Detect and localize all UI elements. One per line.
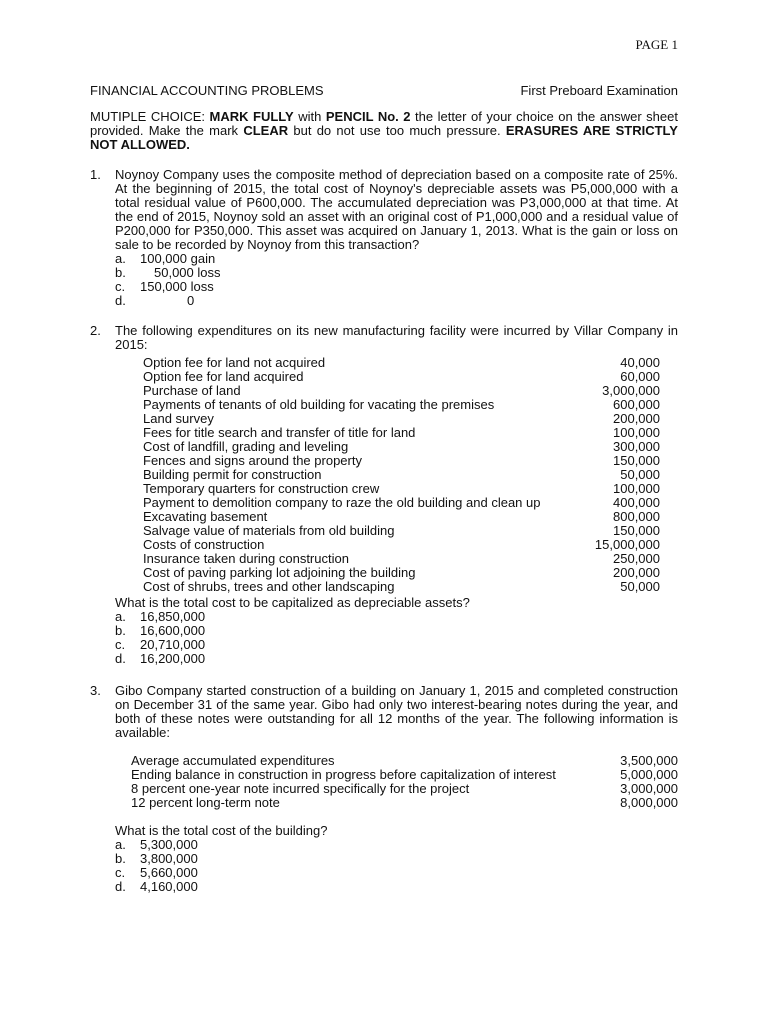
expenditure-amount: 150,000 [613, 523, 660, 538]
choice [115, 638, 678, 652]
exam-content [90, 84, 678, 894]
choice [115, 252, 678, 266]
expenditure-label: Salvage value of materials from old building [143, 523, 395, 538]
expenditure-row [143, 566, 660, 580]
choice-letter: c. [115, 865, 126, 880]
choice-value: 16,850,000 [140, 609, 206, 624]
info-label: 8 percent one-year note incurred specifically for the project [131, 781, 470, 796]
expenditure-row [143, 538, 660, 552]
exam-subject: FINANCIAL ACCOUNTING PROBLEMS [90, 83, 324, 98]
info-amount: 5,000,000 [620, 767, 678, 782]
choice-letter: d. [115, 879, 126, 894]
instr-text-2: with [293, 109, 326, 124]
choice-value: 16,200,000 [140, 651, 206, 666]
choice-value: 50,000 loss [154, 265, 221, 280]
question-text: Noynoy Company uses the composite method of depreciation based on a composite rate of 25%. At the beginning of 2015, the total cost of Noynoy's depreciable assets was P5,000,000 with a total residual value of P600,000. The accumulated depreciation was P3,000,000 at that time. At the end of 2015, Noynoy sold an asset with an original cost of P1,000,000 and a residual value of P200,000 for P350,000. This asset was acquired on January 1, 2013. What is the gain or loss on sale to be recorded by Noynoy from this transaction? [115, 167, 678, 252]
choice-value: 20,710,000 [140, 637, 206, 652]
choice-value: 5,300,000 [140, 837, 198, 852]
expenditure-amount: 100,000 [613, 481, 660, 496]
expenditure-amount: 400,000 [613, 495, 660, 510]
expenditure-label: Cost of landfill, grading and leveling [143, 439, 349, 454]
expenditure-row [143, 384, 660, 398]
info-row [131, 796, 678, 810]
expenditure-label: Insurance taken during construction [143, 551, 349, 566]
question-2 [90, 324, 678, 666]
info-list [131, 754, 678, 810]
choice-value: 16,600,000 [140, 623, 206, 638]
instr-bold-3: CLEAR [243, 123, 289, 138]
expenditure-row [143, 454, 660, 468]
question-3 [90, 684, 678, 894]
instr-bold-2: PENCIL No. 2 [325, 109, 411, 124]
choice [115, 652, 678, 666]
expenditure-row [143, 482, 660, 496]
choice-value: 100,000 gain [140, 251, 216, 266]
choice [115, 880, 678, 894]
expenditure-row [143, 496, 660, 510]
expenditure-label: Temporary quarters for construction crew [143, 481, 380, 496]
expenditure-amount: 250,000 [613, 551, 660, 566]
expenditure-amount: 60,000 [620, 369, 660, 384]
info-amount: 8,000,000 [620, 795, 678, 810]
expenditure-amount: 50,000 [620, 467, 660, 482]
choice-letter: d. [115, 651, 126, 666]
question-prompt: What is the total cost of the building? [115, 823, 328, 838]
choice [115, 838, 678, 852]
expenditure-amount: 15,000,000 [594, 537, 660, 552]
expenditure-label: Option fee for land acquired [143, 369, 304, 384]
choice-letter: c. [115, 279, 126, 294]
expenditure-amount: 100,000 [613, 425, 660, 440]
expenditure-amount: 300,000 [613, 439, 660, 454]
choice-letter: c. [115, 637, 126, 652]
expenditure-label: Fences and signs around the property [143, 453, 362, 468]
expenditure-row [143, 524, 660, 538]
expenditure-row [143, 468, 660, 482]
choice-letter: d. [115, 293, 126, 308]
expenditure-label: Cost of paving parking lot adjoining the building [143, 565, 416, 580]
instructions [90, 110, 678, 152]
choice [115, 610, 678, 624]
expenditure-row [143, 356, 660, 370]
choice-value: 5,660,000 [140, 865, 198, 880]
instr-bold-1: MARK FULLY [209, 109, 294, 124]
choice-value: 150,000 loss [140, 279, 214, 294]
expenditure-label: Excavating basement [143, 509, 268, 524]
choice-letter: b. [115, 851, 126, 866]
expenditure-row [143, 370, 660, 384]
question-number: 2. [90, 323, 101, 338]
question-number: 1. [90, 167, 101, 182]
expenditure-label: Payment to demolition company to raze the old building and clean up [143, 495, 541, 510]
choice-letter: a. [115, 251, 126, 266]
expenditure-label: Cost of shrubs, trees and other landscaping [143, 579, 395, 594]
question-text: The following expenditures on its new manufacturing facility were incurred by Villar Company in 2015: [115, 323, 678, 352]
choice-letter: b. [115, 623, 126, 638]
instr-text-4: but do not use too much pressure. [288, 123, 506, 138]
question-number: 3. [90, 683, 101, 698]
choice-letter: b. [115, 265, 126, 280]
expenditure-amount: 200,000 [613, 411, 660, 426]
instr-bold-4: ERASURES ARE STRICTLY NOT ALLOWED. [90, 123, 678, 152]
info-amount: 3,500,000 [620, 753, 678, 768]
choice [115, 280, 678, 294]
choice-letter: a. [115, 837, 126, 852]
info-label: Ending balance in construction in progress before capitalization of interest [131, 767, 556, 782]
expenditure-row [143, 412, 660, 426]
choice-letter: a. [115, 609, 126, 624]
exam-header [90, 84, 678, 98]
expenditure-label: Costs of construction [143, 537, 265, 552]
instr-text-3: the letter of your choice on the answer sheet provided. Make the mark [90, 109, 678, 138]
info-amount: 3,000,000 [620, 781, 678, 796]
choice [115, 866, 678, 880]
info-row [131, 754, 678, 768]
choice [115, 294, 678, 308]
expenditure-row [143, 580, 660, 594]
instr-text-1: MUTIPLE CHOICE: [90, 109, 210, 124]
expenditure-label: Land survey [143, 411, 214, 426]
info-row [131, 782, 678, 796]
expenditure-label: Purchase of land [143, 383, 241, 398]
expenditure-amount: 50,000 [620, 579, 660, 594]
expenditure-amount: 200,000 [613, 565, 660, 580]
expenditure-label: Fees for title search and transfer of title for land [143, 425, 416, 440]
exam-title: First Preboard Examination [520, 83, 678, 98]
expenditure-row [143, 510, 660, 524]
choice [115, 266, 678, 280]
expenditure-amount: 800,000 [613, 509, 660, 524]
expenditure-amount: 150,000 [613, 453, 660, 468]
info-label: 12 percent long-term note [131, 795, 280, 810]
expenditure-label: Option fee for land not acquired [143, 355, 326, 370]
question-prompt: What is the total cost to be capitalized as depreciable assets? [115, 595, 470, 610]
choice-value: 4,160,000 [140, 879, 198, 894]
expenditure-row [143, 440, 660, 454]
page-number: PAGE 1 [635, 37, 678, 52]
expenditure-amount: 40,000 [620, 355, 660, 370]
choice-value: 0 [187, 293, 195, 308]
expenditure-row [143, 398, 660, 412]
expenditure-amount: 3,000,000 [602, 383, 660, 398]
choice-value: 3,800,000 [140, 851, 198, 866]
choice [115, 624, 678, 638]
expenditure-label: Building permit for construction [143, 467, 322, 482]
choice [115, 852, 678, 866]
expenditure-list [143, 356, 660, 594]
expenditure-amount: 600,000 [613, 397, 660, 412]
expenditure-row [143, 426, 660, 440]
question-text: Gibo Company started construction of a building on January 1, 2015 and completed construction on December 31 of the same year. Gibo had only two interest-bearing notes during the year, and both of these notes were outstanding for all 12 months of the year. The following information is available: [115, 683, 678, 740]
expenditure-row [143, 552, 660, 566]
info-label: Average accumulated expenditures [131, 753, 335, 768]
expenditure-label: Payments of tenants of old building for vacating the premises [143, 397, 495, 412]
question-1 [90, 168, 678, 308]
info-row [131, 768, 678, 782]
